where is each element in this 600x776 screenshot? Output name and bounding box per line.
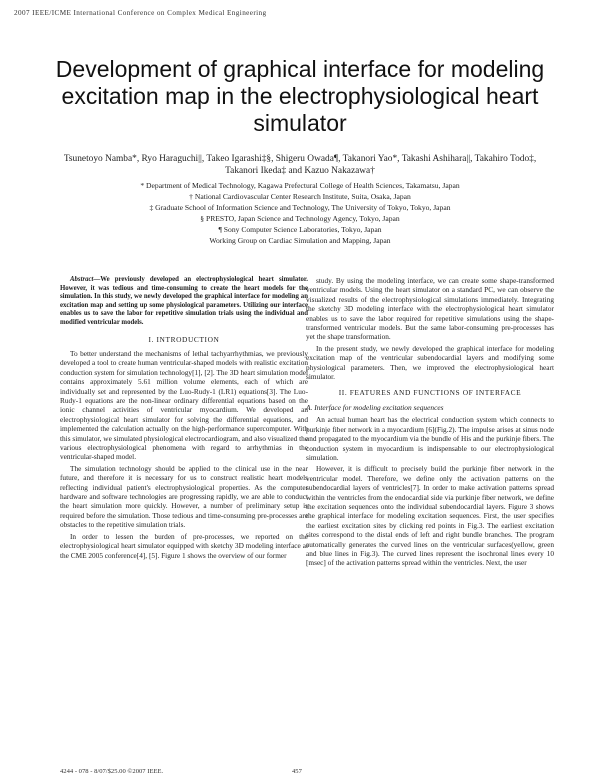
subsection-heading-a: A. Interface for modeling excitation sequences <box>306 402 444 412</box>
section-heading-introduction: I. INTRODUCTION <box>148 334 220 344</box>
paragraph: An actual human heart has the electrical conduction system which connects to purkinje fiber network in a myocardium [6](Fig.2). The impulse arises at sinus node and propagated to the myocardium via the bundle of His and the purkinje fibers. The conduction system in myocardium is indispensable to our electrophysiological simulation. <box>306 415 554 462</box>
left-column <box>60 276 308 562</box>
copyright-code: 4244 - 078 - 8/07/$25.00 ©2007 IEEE. <box>60 768 164 775</box>
affiliation: ¶ Sony Computer Science Laboratories, Tokyo, Japan <box>218 225 382 234</box>
abstract-text: We previously developed an electrophysiological heart simulator. However, it was tedious and time-consuming to create the heart models for the simulation. In this study, we newly developed the graphical interface for modeling an excitation map and setting up some physiological parameters. Utilizing our interface enables us to save the labor for repetitive simulation trials using the individual and modified ventricular models. <box>60 276 308 326</box>
paragraph: To better understand the mechanisms of lethal tachyarrhythmias, we previously developed a tool to create human ventricular-shaped models with realistic excitation conduction system for simulation technology[1], [2]. The 3D heart simulation model contains approximately 5.61 million volume elements, each of which are individually set and represented by the Luo-Rudy-1 (LR1) equations[3]. The Luo-Rudy-1 equations are the non-linear ordinary differential equations based on the ionic channel activities of ventricular myocardium. We developed an electrophysiological heart simulator for solving the differential equations, and implemented the calculation actually on the high-performance supercomputer. With this simulator, we simulated physiological electrocardiogram, and also visualized the various electrophysiological phenomena with regard to arrhythmias in the ventricular-shaped model. <box>60 348 308 462</box>
paragraph: However, it is difficult to precisely build the purkinje fiber network in the ventricular model. Therefore, we define only the activation patterns on the subendocardial layers of ventricles[7]. In order to make activation patterns spread within the ventricles from the endocardial side via purkinje fiber network, we define the excitation sequences onto the individual subendocardial layers. Figure 3 shows the graphical interface for modeling excitation sequences. First, the user specifies the earliest excitation sites by clicking red points in Fig.3. The earliest excitation sites correspond to the distal ends of left and right bundle branches. The program automatically generates the curved lines on the ventricular surfaces(yellow, green and blue lines in Fig.3). The curved lines represent the isochronal lines every 10 [msec] of the activation patterns spread within the ventricles. Next, the user <box>306 464 554 568</box>
paragraph: In order to lessen the burden of pre-processes, we reported on the electrophysiological heart simulator equipped with sketchy 3D modeling interface at the CME 2005 conference[4], [5]. Figure 1 shows the overview of our former <box>60 531 308 560</box>
section-heading-features: II. FEATURES AND FUNCTIONS OF INTERFACE <box>338 388 522 398</box>
affiliation-list <box>40 180 560 246</box>
paragraph: The simulation technology should be applied to the clinical use in the near future, and therefore it is necessary for us to construct realistic heart models reflecting individual patient's electrophysiological properties. As the computer hardware and software technologies are progressing rapidly, we are able to conduct the heart simulation more quickly. However, a number of preliminary setup is required before the simulation. Those tedious and time-consuming pre-processes are obstacles to the repetitive simulation trials. <box>60 463 308 530</box>
page-footer <box>60 768 540 775</box>
affiliation: * Department of Medical Technology, Kagawa Prefectural College of Health Sciences, Takamatsu, Japan <box>140 181 460 190</box>
affiliation: Working Group on Cardiac Simulation and Mapping, Japan <box>209 236 391 245</box>
affiliation: † National Cardiovascular Center Research Institute, Suita, Osaka, Japan <box>189 192 411 201</box>
page-number: 457 <box>292 768 302 775</box>
paragraph: study. By using the modeling interface, we can create some shape-transformed ventricular models. Using the heart simulator on a standard PC, we can observe the visualized results of the electrophysiological simulations immediately. Integrating the sketchy 3D modeling interface with the electrophysiological heart simulator enables us to save the labor required for repetitive simulations using the shape-transformed ventricular models. But the same labor-consuming pre-processes has yet the shape transformation. <box>306 276 554 342</box>
abstract: Abstract—We previously developed an electrophysiological heart simulator. However, it was tedious and time-consuming to create the heart models for the simulation. In this study, we newly developed the graphical interface for modeling an excitation map and setting up some physiological parameters. Utilizing our interface enables us to save the labor for repetitive simulation trials using the individual and modified ventricular models. <box>60 276 308 326</box>
paragraph: In the present study, we newly developed the graphical interface for modeling excitation map of the ventricular subendocardial layers and modifying some physiological parameters. Then, we improved the electrophysiological heart simulator. <box>306 343 554 382</box>
abstract-label: Abstract <box>70 276 94 283</box>
paper-title: Development of graphical interface for modeling excitation map in the electrophysiological heart simulator <box>55 56 545 136</box>
right-column <box>306 276 554 570</box>
author-list: Tsunetoyo Namba*, Ryo Haraguchi||, Takeo Igarashi‡§, Shigeru Owada¶, Takanori Yao*, Takashi Ashihara||, Takahiro Todo‡, Takanori Ikeda‡ and Kazuo Nakazawa† <box>63 154 537 176</box>
affiliation: ‡ Graduate School of Information Science and Technology, The University of Tokyo, Tokyo, Japan <box>149 203 451 212</box>
running-header: 2007 IEEE/ICME International Conference on Complex Medical Engineering <box>14 9 267 17</box>
affiliation: § PRESTO, Japan Science and Technology Agency, Tokyo, Japan <box>200 214 400 223</box>
